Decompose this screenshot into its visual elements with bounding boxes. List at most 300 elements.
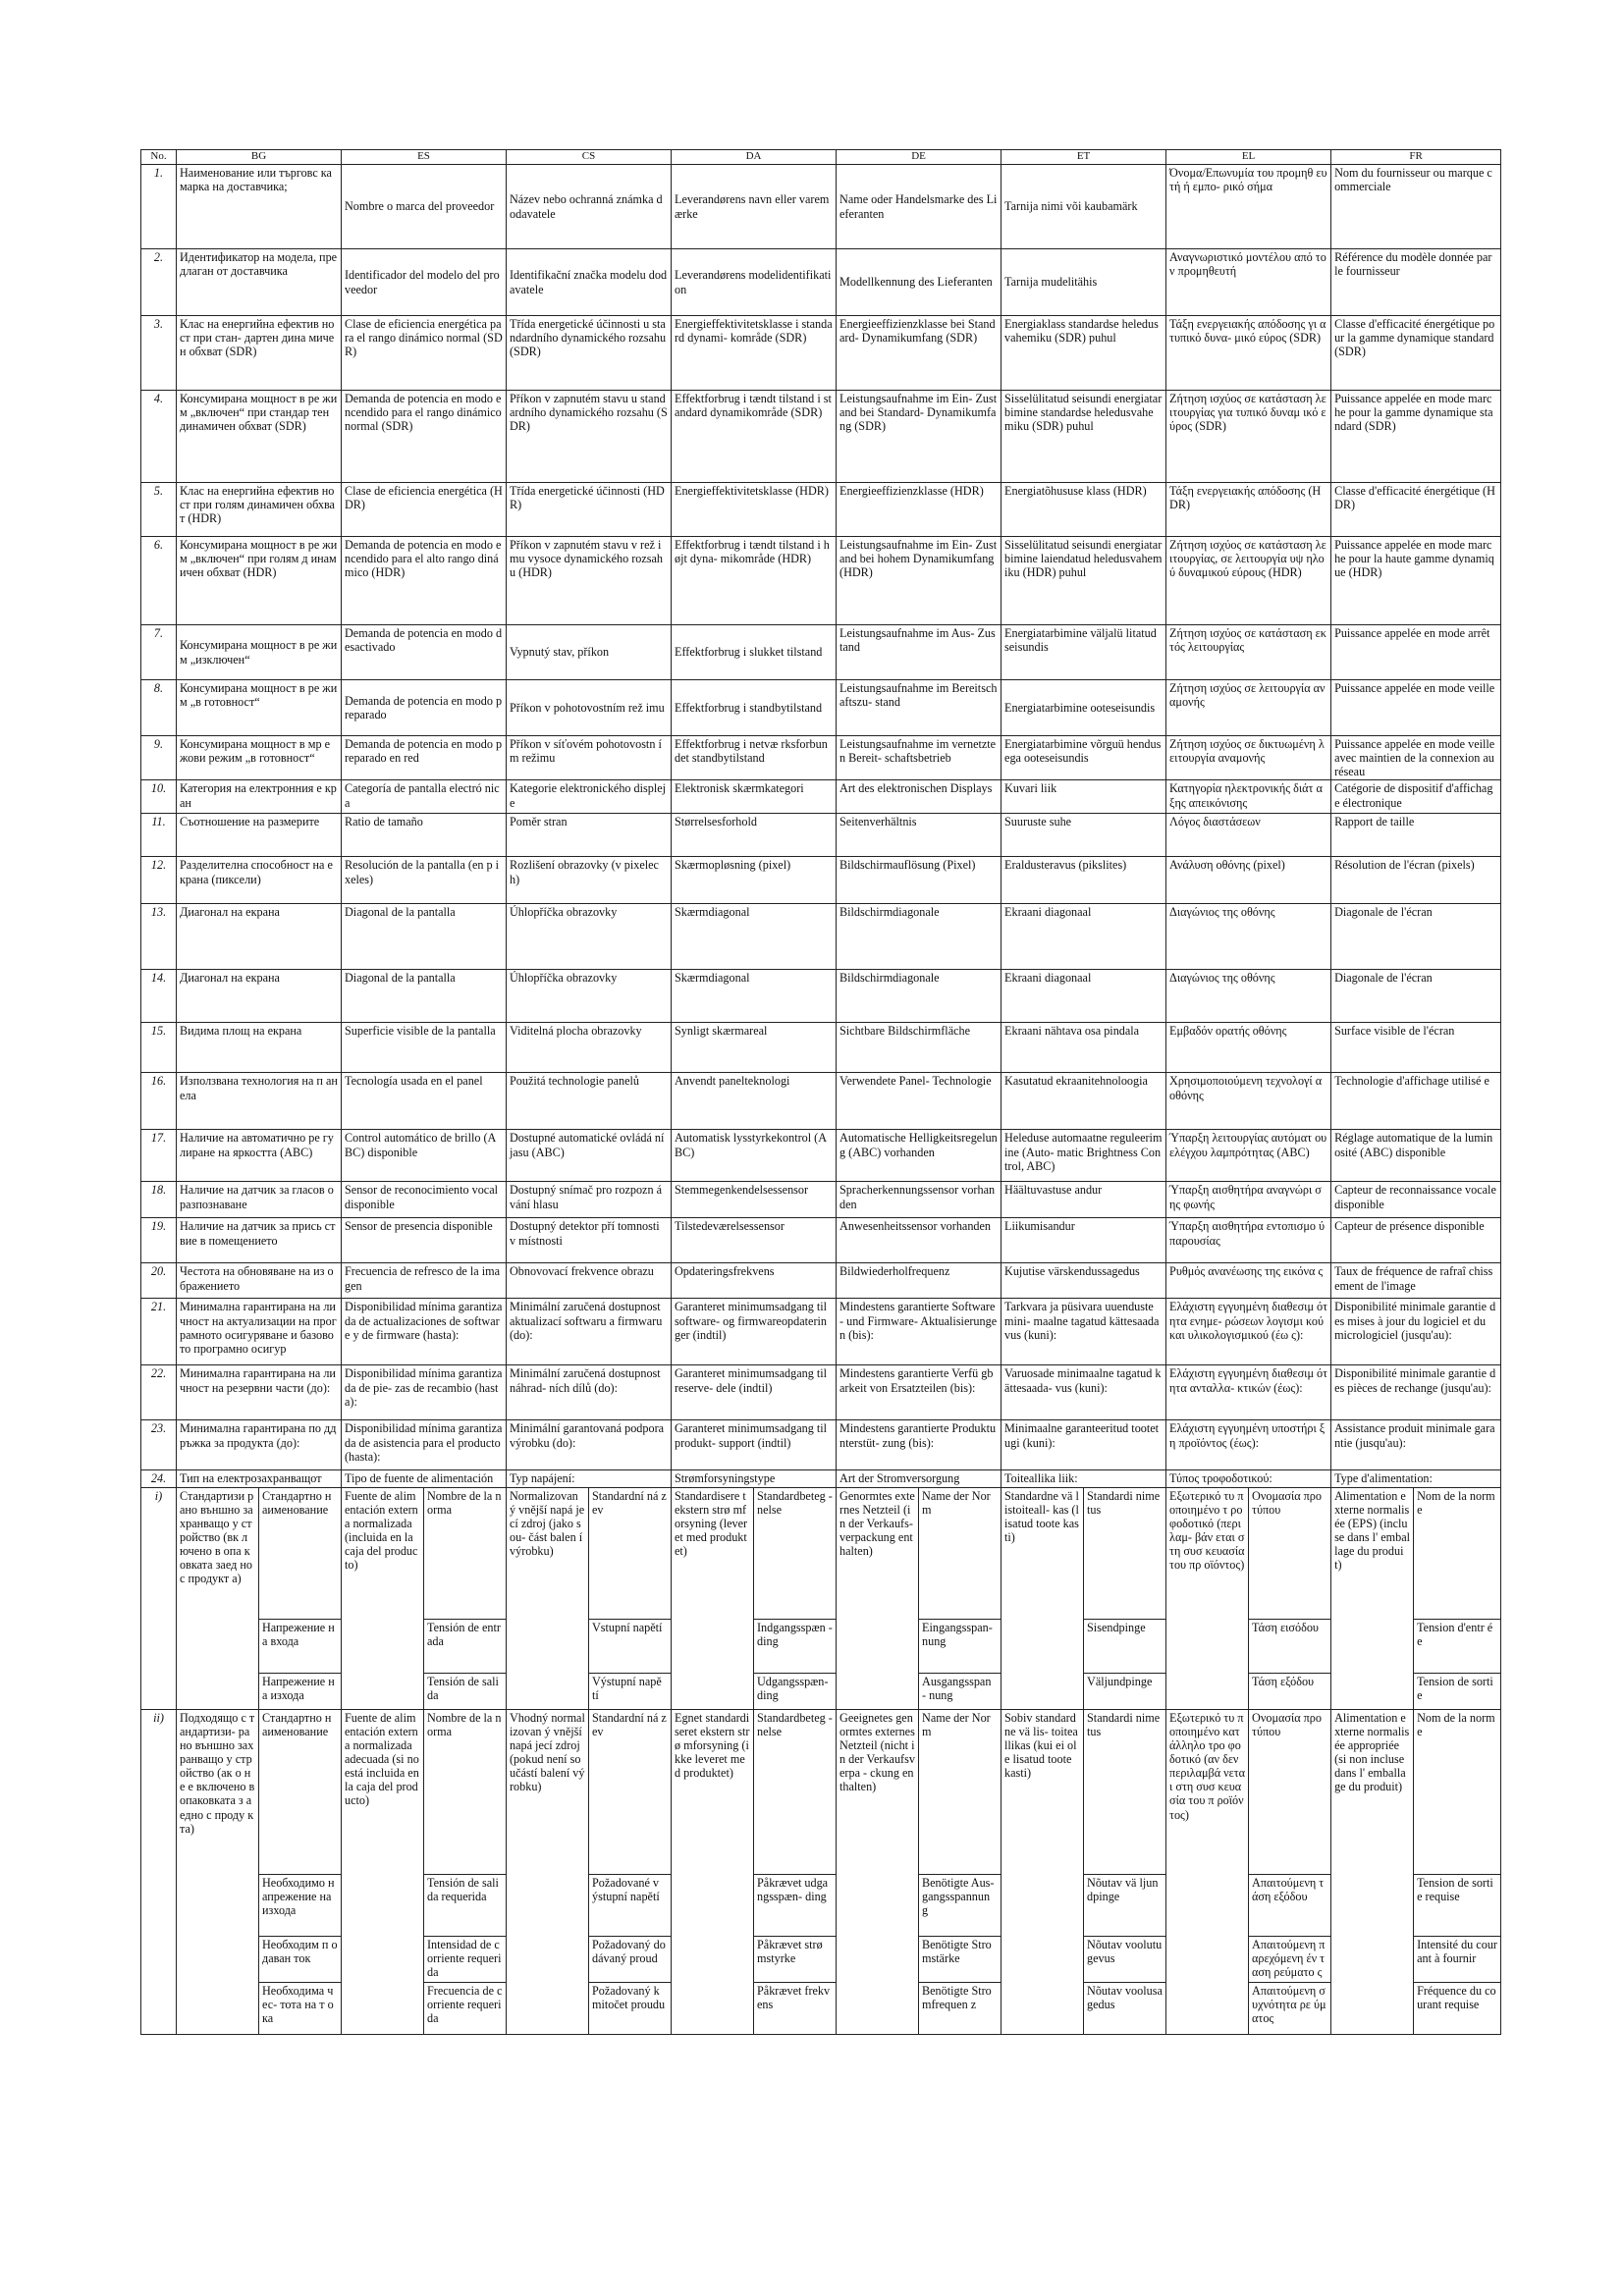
table-cell: Идентификатор на модела, предлаган от доставчика bbox=[177, 249, 342, 316]
table-cell: Ονομασία προ τύπου bbox=[1249, 1709, 1331, 1874]
table-cell: Viditelná plocha obrazovky bbox=[507, 1023, 672, 1073]
table-cell: Požadované v ýstupní napětí bbox=[589, 1874, 672, 1936]
table-cell: Häältuvastuse andur bbox=[1001, 1182, 1166, 1218]
table-cell: Synligt skærmareal bbox=[672, 1023, 837, 1073]
table-cell: Identificador del modelo del proveedor bbox=[342, 249, 507, 316]
table-cell: Příkon v zapnutém stavu u standardního dynamického rozsahu (SDR) bbox=[507, 391, 672, 483]
table-cell: Nom de la norme bbox=[1414, 1709, 1501, 1874]
table-cell: Консумирана мощност в ре жим „в готовност“ bbox=[177, 680, 342, 736]
table-cell: Name der Norm bbox=[919, 1709, 1001, 1874]
column-header: DE bbox=[837, 150, 1001, 165]
row-number: 17. bbox=[141, 1130, 177, 1182]
table-cell: Минимална гарантирана на личност на резервни части (до): bbox=[177, 1365, 342, 1420]
table-cell: Minimální zaručená dostupnost aktualizací softwaru a firmwaru (do): bbox=[507, 1299, 672, 1365]
table-cell: Type d'alimentation: bbox=[1331, 1470, 1501, 1487]
table-cell: Leistungsaufnahme im Aus- Zustand bbox=[837, 625, 1001, 680]
table-cell: Използвана технология на п анела bbox=[177, 1073, 342, 1130]
table-cell: Benötigte Aus- gangsspannun g bbox=[919, 1874, 1001, 1936]
table-cell: Effektforbrug i standbytilstand bbox=[672, 680, 837, 736]
table-cell: Effektforbrug i slukket tilstand bbox=[672, 625, 837, 680]
table-cell: Intensidad de corriente requerida bbox=[424, 1936, 507, 1982]
column-header: BG bbox=[177, 150, 342, 165]
table-cell: Τάση εξόδου bbox=[1249, 1673, 1331, 1709]
table-cell: Spracherkennungssensor vorhanden bbox=[837, 1182, 1001, 1218]
table-cell: Ελάχιστη εγγυημένη διαθεσιμ ότητα ενημε- ρώσεων λογισμι κού και υλικολογισμικού (έω ς): bbox=[1166, 1299, 1331, 1365]
table-cell: Консумирана мощност в ре жим „изключен“ bbox=[177, 625, 342, 680]
table-cell: Leverandørens navn eller varemærke bbox=[672, 165, 837, 249]
table-cell: Kasutatud ekraanitehnoloogia bbox=[1001, 1073, 1166, 1130]
table-cell: Název nebo ochranná známka dodavatele bbox=[507, 165, 672, 249]
table-cell: Ζήτηση ισχύος σε κατάσταση λειτουργίας, σε λειτουργία υψ ηλού δυναμικού εύρους (HDR) bbox=[1166, 537, 1331, 625]
table-cell: Tension de sortie bbox=[1414, 1673, 1501, 1709]
table-cell: Ανάλυση οθόνης (pixel) bbox=[1166, 857, 1331, 904]
table-cell: Minimální garantovaná podpora výrobku (do): bbox=[507, 1420, 672, 1470]
table-cell: Standardní ná zev bbox=[589, 1487, 672, 1619]
table-cell: Консумирана мощност в мр ежови режим „в готовност“ bbox=[177, 736, 342, 780]
table-cell: Categoría de pantalla electró nica bbox=[342, 780, 507, 814]
table-cell: Nombre de la norma bbox=[424, 1709, 507, 1874]
table-cell: Подходящо с тандартизи- рано външно захранващо у стройство (ак о не е включено в опаковката з аедно с проду кта) bbox=[177, 1709, 259, 2034]
table-cell: Tipo de fuente de alimentación bbox=[342, 1470, 507, 1487]
table-cell: Puissance appelée en mode marche pour la gamme dynamique standard (SDR) bbox=[1331, 391, 1501, 483]
table-cell: Kategorie elektronického displeje bbox=[507, 780, 672, 814]
table-cell: Стандартно н аименование bbox=[259, 1487, 342, 1619]
table-cell: Référence du modèle donnée par le fournisseur bbox=[1331, 249, 1501, 316]
row-number: 13. bbox=[141, 904, 177, 970]
table-cell: Tension d'entr ée bbox=[1414, 1619, 1501, 1673]
table-cell: Taux de fréquence de rafraî chissement de l'image bbox=[1331, 1263, 1501, 1299]
table-row bbox=[141, 625, 1501, 680]
table-cell: Εξωτερικό τυ ποποιημένο κατάλληλο τρο φοδοτικό (αν δεν περιλαμβά νεται στη συσ κευασία του π ροϊόντος) bbox=[1166, 1709, 1249, 2034]
table-cell: Mindestens garantierte Software- und Firmware- Aktualisierungen (bis): bbox=[837, 1299, 1001, 1365]
table-cell: Diagonale de l'écran bbox=[1331, 904, 1501, 970]
table-cell: Capteur de reconnaissance vocale disponible bbox=[1331, 1182, 1501, 1218]
table-cell: Obnovovací frekvence obrazu bbox=[507, 1263, 672, 1299]
table-cell: Egnet standardiseret ekstern strø mforsyning (ikke leveret med produktet) bbox=[672, 1709, 754, 2034]
row-number: 19. bbox=[141, 1218, 177, 1263]
table-cell: Standardisere t ekstern strø mforsyning (leveret med produktet) bbox=[672, 1487, 754, 1709]
table-cell: Клас на енергийна ефектив ност при стан- дартен дина мичен обхват (SDR) bbox=[177, 316, 342, 391]
table-cell: Energiatarbimine väljalü litatud seisundis bbox=[1001, 625, 1166, 680]
table-cell: Energiatarbimine võrguü hendusega ooteseisundis bbox=[1001, 736, 1166, 780]
table-cell: Puissance appelée en mode veille avec maintien de la connexion au réseau bbox=[1331, 736, 1501, 780]
table-cell: Sisselülitatud seisundi energiatarbimine standardse heledusvahemiku (SDR) puhul bbox=[1001, 391, 1166, 483]
table-row bbox=[141, 970, 1501, 1023]
table-cell: Минимална гарантирана по ддръжка за продукта (до): bbox=[177, 1420, 342, 1470]
table-cell: Nõutav voolusagedus bbox=[1084, 1982, 1166, 2034]
table-cell: Необходим п одаван ток bbox=[259, 1936, 342, 1982]
table-cell: Clase de eficiencia energética para el rango dinámico normal (SDR) bbox=[342, 316, 507, 391]
table-cell: Påkrævet udgangsspæn- ding bbox=[754, 1874, 837, 1936]
table-cell: Tension de sortie requise bbox=[1414, 1874, 1501, 1936]
table-cell: Energieeffizienzklasse (HDR) bbox=[837, 483, 1001, 537]
table-cell: Nõutav voolutugevus bbox=[1084, 1936, 1166, 1982]
table-cell: Leistungsaufnahme im Ein- Zustand bei hohem Dynamikumfang (HDR) bbox=[837, 537, 1001, 625]
table-cell: Консумирана мощност в ре жим „включен“ при голям д инамичен обхват (HDR) bbox=[177, 537, 342, 625]
table-cell: Τάξη ενεργειακής απόδοσης (HDR) bbox=[1166, 483, 1331, 537]
table-row bbox=[141, 483, 1501, 537]
table-cell: Minimaalne garanteeritud tootetugi (kuni): bbox=[1001, 1420, 1166, 1470]
table-cell: Ύπαρξη λειτουργίας αυτόματ ου ελέγχου λαμπρότητας (ABC) bbox=[1166, 1130, 1331, 1182]
table-cell: Příkon v zapnutém stavu v rež imu vysoce dynamického rozsahu (HDR) bbox=[507, 537, 672, 625]
table-cell: Clase de eficiencia energética (HDR) bbox=[342, 483, 507, 537]
table-cell: Diagonale de l'écran bbox=[1331, 970, 1501, 1023]
table-cell: Наличие на датчик за гласов о разпознаване bbox=[177, 1182, 342, 1218]
table-cell: Energiatõhususe klass (HDR) bbox=[1001, 483, 1166, 537]
row-number: 1. bbox=[141, 165, 177, 249]
table-cell: Alimentation externe normalisée appropriée (si non incluse dans l' emballage du produit) bbox=[1331, 1709, 1414, 2034]
table-cell: Name oder Handelsmarke des Lieferanten bbox=[837, 165, 1001, 249]
column-header: CS bbox=[507, 150, 672, 165]
table-row bbox=[141, 1263, 1501, 1299]
table-cell: Напрежение на изхода bbox=[259, 1673, 342, 1709]
row-number: 14. bbox=[141, 970, 177, 1023]
row-number: i) bbox=[141, 1487, 177, 1709]
table-row bbox=[141, 1365, 1501, 1420]
table-cell: Ύπαρξη αισθητήρα εντοπισμο ύ παρουσίας bbox=[1166, 1218, 1331, 1263]
table-row bbox=[141, 1299, 1501, 1365]
table-cell: Heleduse automaatne reguleerimine (Auto- matic Brightness Control, ABC) bbox=[1001, 1130, 1166, 1182]
table-cell: Ekraani diagonaal bbox=[1001, 970, 1166, 1023]
table-row bbox=[141, 736, 1501, 780]
table-cell: Eingangsspan- nung bbox=[919, 1619, 1001, 1673]
row-number: 18. bbox=[141, 1182, 177, 1218]
table-cell: Ρυθμός ανανέωσης της εικόνα ς bbox=[1166, 1263, 1331, 1299]
table-cell: Technologie d'affichage utilisé e bbox=[1331, 1073, 1501, 1130]
table-cell: Strømforsyningstype bbox=[672, 1470, 837, 1487]
table-cell: Résolution de l'écran (pixels) bbox=[1331, 857, 1501, 904]
table-cell: Ekraani nähtava osa pindala bbox=[1001, 1023, 1166, 1073]
table-cell: Честота на обновяване на из ображението bbox=[177, 1263, 342, 1299]
table-cell: Třída energetické účinnosti u standardního dynamického rozsahu (SDR) bbox=[507, 316, 672, 391]
row-number: 10. bbox=[141, 780, 177, 814]
table-cell: Απαιτούμενη τάση εξόδου bbox=[1249, 1874, 1331, 1936]
table-cell: Αναγνωριστικό μοντέλου από τον προμηθευτή bbox=[1166, 249, 1331, 316]
table-cell: Наличие на автоматично ре гулиране на яркостта (ABC) bbox=[177, 1130, 342, 1182]
table-cell: Kujutise värskendussagedus bbox=[1001, 1263, 1166, 1299]
column-header: No. bbox=[141, 150, 177, 165]
table-cell: Vhodný normalizovan ý vnější napá jecí zdroj (pokud není součástí balení výrobku) bbox=[507, 1709, 589, 2034]
table-cell: Normalizovan ý vnější napá jecí zdroj (jako sou- část balen í výrobku) bbox=[507, 1487, 589, 1709]
table-cell: Frecuencia de refresco de la imagen bbox=[342, 1263, 507, 1299]
table-cell: Наименование или търговс ка марка на доставчика; bbox=[177, 165, 342, 249]
table-cell: Dostupné automatické ovládá ní jasu (ABC) bbox=[507, 1130, 672, 1182]
table-cell: Τάση εισόδου bbox=[1249, 1619, 1331, 1673]
table-cell: Dostupný detektor pří tomnosti v místnosti bbox=[507, 1218, 672, 1263]
table-cell: Диагонал на екрана bbox=[177, 904, 342, 970]
table-cell: Effektforbrug i tændt tilstand i standard dynamikområde (SDR) bbox=[672, 391, 837, 483]
table-cell: Úhlopříčka obrazovky bbox=[507, 970, 672, 1023]
table-cell: Požadovaný kmitočet proudu bbox=[589, 1982, 672, 2034]
table-cell: Ζήτηση ισχύος σε δικτυωμένη λειτουργία αναμονής bbox=[1166, 736, 1331, 780]
table-cell: Energiatarbimine ooteseisundis bbox=[1001, 680, 1166, 736]
table-row bbox=[141, 1073, 1501, 1130]
table-cell: Fuente de alimentación externa normalizada (incluida en la caja del producto) bbox=[342, 1487, 424, 1709]
table-cell: Διαγώνιος της οθόνης bbox=[1166, 970, 1331, 1023]
table-cell: Диагонал на екрана bbox=[177, 970, 342, 1023]
table-cell: Disponibilidad mínima garantizada de pie- zas de recambio (hasta): bbox=[342, 1365, 507, 1420]
table-cell: Категория на електронния е кран bbox=[177, 780, 342, 814]
table-row bbox=[141, 680, 1501, 736]
table-cell: Ζήτηση ισχύος σε κατάσταση λειτουργίας για τυπικό δυναμ ικό εύρος (SDR) bbox=[1166, 391, 1331, 483]
table-row bbox=[141, 1023, 1501, 1073]
table-cell: Sensor de reconocimiento vocal disponible bbox=[342, 1182, 507, 1218]
table-cell: Консумирана мощност в ре жим „включен“ при стандар тен динамичен обхват (SDR) bbox=[177, 391, 342, 483]
table-cell: Διαγώνιος της οθόνης bbox=[1166, 904, 1331, 970]
table-cell: Sobiv standardne vä lis- toiteallikas (kui ei ole lisatud toote kasti) bbox=[1001, 1709, 1084, 2034]
table-cell: Κατηγορία ηλεκτρονικής διάτ αξης απεικόνισης bbox=[1166, 780, 1331, 814]
table-cell: Geeignetes genormtes externes Netzteil (nicht in der Verkaufsverpa - ckung enthalten) bbox=[837, 1709, 919, 2034]
table-cell: Разделителна способност на екрана (пиксели) bbox=[177, 857, 342, 904]
table-cell: Bildschirmauflösung (Pixel) bbox=[837, 857, 1001, 904]
row-number: 22. bbox=[141, 1365, 177, 1420]
table-cell: Tecnología usada en el panel bbox=[342, 1073, 507, 1130]
table-cell: Påkrævet frekvens bbox=[754, 1982, 837, 2034]
table-cell: Tarkvara ja püsivara uuenduste mini- maalne tagatud kättesaadavus (kuni): bbox=[1001, 1299, 1166, 1365]
table-cell: Alimentation externe normalisée (EPS) (incluse dans l' emballage du produit) bbox=[1331, 1487, 1414, 1709]
row-number: 23. bbox=[141, 1420, 177, 1470]
table-cell: Indgangsspæn - ding bbox=[754, 1619, 837, 1673]
table-cell: Τάξη ενεργειακής απόδοσης γι α τυπικό δυνα- μικό εύρος (SDR) bbox=[1166, 316, 1331, 391]
table-cell: Fréquence du courant requise bbox=[1414, 1982, 1501, 2034]
table-cell: Клас на енергийна ефектив ност при голям динамичен обхват (HDR) bbox=[177, 483, 342, 537]
table-cell: Εμβαδόν ορατής οθόνης bbox=[1166, 1023, 1331, 1073]
table-cell: Capteur de présence disponible bbox=[1331, 1218, 1501, 1263]
row-number: 12. bbox=[141, 857, 177, 904]
row-number: 11. bbox=[141, 814, 177, 857]
table-cell: Vstupní napětí bbox=[589, 1619, 672, 1673]
table-row bbox=[141, 165, 1501, 249]
table-cell: Benötigte Stromfrequen z bbox=[919, 1982, 1001, 2034]
table-cell: Skærmopløsning (pixel) bbox=[672, 857, 837, 904]
table-cell: Genormtes externes Netzteil (in der Verkaufs- verpackung enthalten) bbox=[837, 1487, 919, 1709]
table-cell: Udgangsspæn- ding bbox=[754, 1673, 837, 1709]
table-cell: Superficie visible de la pantalla bbox=[342, 1023, 507, 1073]
table-cell: Elektronisk skærmkategori bbox=[672, 780, 837, 814]
table-cell: Ekraani diagonaal bbox=[1001, 904, 1166, 970]
table-cell: Leverandørens modelidentifikation bbox=[672, 249, 837, 316]
table-cell: Standardne vä listoiteall- kas (lisatud toote kasti) bbox=[1001, 1487, 1084, 1709]
table-cell: Rozlišení obrazovky (v pixelech) bbox=[507, 857, 672, 904]
table-cell: Видима площ на екрана bbox=[177, 1023, 342, 1073]
column-header: ET bbox=[1001, 150, 1166, 165]
table-cell: Disponibilité minimale garantie des mises à jour du logiciel et du micrologiciel (jusqu'au): bbox=[1331, 1299, 1501, 1365]
table-cell: Diagonal de la pantalla bbox=[342, 904, 507, 970]
table-cell: Garanteret minimumsadgang til software- og firmwareopdateringer (indtil) bbox=[672, 1299, 837, 1365]
table-cell: Classe d'efficacité énergétique (HDR) bbox=[1331, 483, 1501, 537]
table-cell: Ζήτηση ισχύος σε κατάσταση εκτός λειτουργίας bbox=[1166, 625, 1331, 680]
table-cell: Benötigte Stromstärke bbox=[919, 1936, 1001, 1982]
table-cell: Použitá technologie panelů bbox=[507, 1073, 672, 1130]
table-row bbox=[141, 1130, 1501, 1182]
table-cell: Modellkennung des Lieferanten bbox=[837, 249, 1001, 316]
table-cell: Surface visible de l'écran bbox=[1331, 1023, 1501, 1073]
table-cell: Standardi nimetus bbox=[1084, 1487, 1166, 1619]
row-number: 16. bbox=[141, 1073, 177, 1130]
table-cell: Ύπαρξη αισθητήρα αναγνώρι σης φωνής bbox=[1166, 1182, 1331, 1218]
table-cell: Tarnija mudelitähis bbox=[1001, 249, 1166, 316]
table-cell: Třída energetické účinnosti (HDR) bbox=[507, 483, 672, 537]
table-cell: Disponibilidad mínima garantizada de asistencia para el producto (hasta): bbox=[342, 1420, 507, 1470]
table-row bbox=[141, 814, 1501, 857]
table-cell: Stemmegenkendelsessensor bbox=[672, 1182, 837, 1218]
table-cell: Réglage automatique de la luminosité (ABC) disponible bbox=[1331, 1130, 1501, 1182]
table-cell: Demanda de potencia en modo desactivado bbox=[342, 625, 507, 680]
table-cell: Příkon v pohotovostním rež imu bbox=[507, 680, 672, 736]
table-cell: Mindestens garantierte Verfü gbarkeit von Ersatzteilen (bis): bbox=[837, 1365, 1001, 1420]
table-cell: Χρησιμοποιούμενη τεχνολογί α οθόνης bbox=[1166, 1073, 1331, 1130]
table-cell: Catégorie de dispositif d'affichage électronique bbox=[1331, 780, 1501, 814]
column-header: FR bbox=[1331, 150, 1501, 165]
table-cell: Тип на електрозахранващот bbox=[177, 1470, 342, 1487]
table-cell: Resolución de la pantalla (en p ixeles) bbox=[342, 857, 507, 904]
table-cell: Standardbeteg - nelse bbox=[754, 1487, 837, 1619]
table-cell: Стандартно н аименование bbox=[259, 1709, 342, 1874]
column-header: EL bbox=[1166, 150, 1331, 165]
table-row bbox=[141, 1420, 1501, 1470]
table-row bbox=[141, 1218, 1501, 1263]
table-cell: Standardní ná zev bbox=[589, 1709, 672, 1874]
row-number: 21. bbox=[141, 1299, 177, 1365]
table-row bbox=[141, 1709, 1501, 1874]
table-cell: Ελάχιστη εγγυημένη διαθεσιμ ότητα ανταλλα- κτικών (έως): bbox=[1166, 1365, 1331, 1420]
table-cell: Úhlopříčka obrazovky bbox=[507, 904, 672, 970]
table-body bbox=[141, 165, 1501, 2035]
column-header: ES bbox=[342, 150, 507, 165]
table-header bbox=[141, 150, 1501, 165]
row-number: 7. bbox=[141, 625, 177, 680]
table-cell: Bildschirmdiagonale bbox=[837, 970, 1001, 1023]
table-cell: Εξωτερικό τυ ποποιημένο τ ροφοδοτικό (περιλαμ- βάν εται στη συσ κευασία του πρ οϊόντος) bbox=[1166, 1487, 1249, 1709]
table-cell: Fuente de alimentación externa normalizada adecuada (si no está incluida en la caja del producto) bbox=[342, 1709, 424, 2034]
table-cell: Opdateringsfrekvens bbox=[672, 1263, 837, 1299]
table-cell: Požadovaný dodávaný proud bbox=[589, 1936, 672, 1982]
table-cell: Минимална гарантирана на личност на актуализации на програмното осигуряване и базовото програмно осигур bbox=[177, 1299, 342, 1365]
table-cell: Effektforbrug i tændt tilstand i højt dyna- mikområde (HDR) bbox=[672, 537, 837, 625]
table-cell: Nom de la norme bbox=[1414, 1487, 1501, 1619]
table-cell: Skærmdiagonal bbox=[672, 904, 837, 970]
table-cell: Λόγος διαστάσεων bbox=[1166, 814, 1331, 857]
table-cell: Стандартизи рано външно захранващо у стройство (вк лючено в опа ковката заед но с продукт а) bbox=[177, 1487, 259, 1709]
table-cell: Art der Stromversorgung bbox=[837, 1470, 1001, 1487]
table-cell: Tensión de entrada bbox=[424, 1619, 507, 1673]
table-cell: Minimální zaručená dostupnost náhrad- ních dílů (do): bbox=[507, 1365, 672, 1420]
table-cell: Ausgangsspan - nung bbox=[919, 1673, 1001, 1709]
table-cell: Ονομασία προ τύπου bbox=[1249, 1487, 1331, 1619]
table-cell: Garanteret minimumsadgang til reserve- dele (indtil) bbox=[672, 1365, 837, 1420]
table-cell: Dostupný snímač pro rozpozn ávání hlasu bbox=[507, 1182, 672, 1218]
table-cell: Størrelsesforhold bbox=[672, 814, 837, 857]
row-number: 20. bbox=[141, 1263, 177, 1299]
table-cell: Τύπος τροφοδοτικού: bbox=[1166, 1470, 1331, 1487]
table-cell: Sensor de presencia disponible bbox=[342, 1218, 507, 1263]
table-cell: Frecuencia de corriente requerida bbox=[424, 1982, 507, 2034]
table-cell: Demanda de potencia en modo preparado bbox=[342, 680, 507, 736]
table-cell: Standardi nimetus bbox=[1084, 1709, 1166, 1874]
table-cell: Påkrævet strø mstyrke bbox=[754, 1936, 837, 1982]
table-cell: Leistungsaufnahme im Ein- Zustand bei Standard- Dynamikumfang (SDR) bbox=[837, 391, 1001, 483]
table-cell: Skærmdiagonal bbox=[672, 970, 837, 1023]
table-cell: Art des elektronischen Displays bbox=[837, 780, 1001, 814]
table-cell: Съотношение на размерите bbox=[177, 814, 342, 857]
table-cell: Classe d'efficacité énergétique pour la gamme dynamique standard (SDR) bbox=[1331, 316, 1501, 391]
table-cell: Intensité du courant à fournir bbox=[1414, 1936, 1501, 1982]
table-cell: Puissance appelée en mode arrêt bbox=[1331, 625, 1501, 680]
table-cell: Tensión de salida bbox=[424, 1673, 507, 1709]
table-cell: Nom du fournisseur ou marque commerciale bbox=[1331, 165, 1501, 249]
table-cell: Varuosade minimaalne tagatud kättesaada- vus (kuni): bbox=[1001, 1365, 1166, 1420]
table-cell: Bildwiederholfrequenz bbox=[837, 1263, 1001, 1299]
table-row bbox=[141, 780, 1501, 814]
table-cell: Tilstedeværelsessensor bbox=[672, 1218, 837, 1263]
table-cell: Nõutav vä ljundpinge bbox=[1084, 1874, 1166, 1936]
table-row bbox=[141, 904, 1501, 970]
table-cell: Kuvari liik bbox=[1001, 780, 1166, 814]
table-cell: Vypnutý stav, příkon bbox=[507, 625, 672, 680]
table-row bbox=[141, 1470, 1501, 1487]
table-cell: Příkon v síťovém pohotovostn ím režimu bbox=[507, 736, 672, 780]
table-cell: Bildschirmdiagonale bbox=[837, 904, 1001, 970]
table-cell: Nombre de la norma bbox=[424, 1487, 507, 1619]
multilanguage-terms-table bbox=[140, 149, 1501, 2035]
table-row bbox=[141, 857, 1501, 904]
table-cell: Výstupní napě tí bbox=[589, 1673, 672, 1709]
table-cell: Необходима чес- тота на т ока bbox=[259, 1982, 342, 2034]
table-cell: Energiaklass standardse heledusvahemiku (SDR) puhul bbox=[1001, 316, 1166, 391]
table-cell: Απαιτούμενη παρεχόμενη έν ταση ρεύματο ς bbox=[1249, 1936, 1331, 1982]
table-cell: Rapport de taille bbox=[1331, 814, 1501, 857]
table-cell: Όνομα/Επωνυμία του προμηθ ευτή ή εμπο- ρικό σήμα bbox=[1166, 165, 1331, 249]
table-cell: Tensión de salida requerida bbox=[424, 1874, 507, 1936]
table-cell: Liikumisandur bbox=[1001, 1218, 1166, 1263]
table-cell: Sisselülitatud seisundi energiatarbimine laiendatud heledusvahemiku (HDR) puhul bbox=[1001, 537, 1166, 625]
table-row bbox=[141, 249, 1501, 316]
table-cell: Tarnija nimi või kaubamärk bbox=[1001, 165, 1166, 249]
table-row bbox=[141, 316, 1501, 391]
table-cell: Ratio de tamaño bbox=[342, 814, 507, 857]
table-cell: Puissance appelée en mode veille bbox=[1331, 680, 1501, 736]
table-cell: Необходимо напрежение на изхода bbox=[259, 1874, 342, 1936]
table-cell: Anvendt panelteknologi bbox=[672, 1073, 837, 1130]
table-cell: Identifikační značka modelu dodavatele bbox=[507, 249, 672, 316]
table-row bbox=[141, 1182, 1501, 1218]
column-header: DA bbox=[672, 150, 837, 165]
table-cell: Demanda de potencia en modo encendido para el rango dinámico normal (SDR) bbox=[342, 391, 507, 483]
table-cell: Наличие на датчик за прись ствие в помещението bbox=[177, 1218, 342, 1263]
table-cell: Απαιτούμενη συχνότητα ρε ύματος bbox=[1249, 1982, 1331, 2034]
table-cell: Leistungsaufnahme im vernetzten Bereit- schaftsbetrieb bbox=[837, 736, 1001, 780]
table-cell: Automatisk lysstyrkekontrol (ABC) bbox=[672, 1130, 837, 1182]
table-cell: Standardbeteg - nelse bbox=[754, 1709, 837, 1874]
table-cell: Diagonal de la pantalla bbox=[342, 970, 507, 1023]
row-number: 15. bbox=[141, 1023, 177, 1073]
row-number: 5. bbox=[141, 483, 177, 537]
row-number: 24. bbox=[141, 1470, 177, 1487]
table-cell: Sisendpinge bbox=[1084, 1619, 1166, 1673]
table-cell: Toiteallika liik: bbox=[1001, 1470, 1166, 1487]
row-number: 8. bbox=[141, 680, 177, 736]
table-cell: Disponibilidad mínima garantizada de actualizaciones de software y de firmware (hasta): bbox=[342, 1299, 507, 1365]
table-row bbox=[141, 391, 1501, 483]
table-cell: Control automático de brillo (ABC) disponible bbox=[342, 1130, 507, 1182]
table-cell: Automatische Helligkeitsregelung (ABC) vorhanden bbox=[837, 1130, 1001, 1182]
table-cell: Energieffektivitetsklasse (HDR) bbox=[672, 483, 837, 537]
table-cell: Disponibilité minimale garantie des pièces de rechange (jusqu'au): bbox=[1331, 1365, 1501, 1420]
row-number: 9. bbox=[141, 736, 177, 780]
table-cell: Poměr stran bbox=[507, 814, 672, 857]
table-cell: Anwesenheitssensor vorhanden bbox=[837, 1218, 1001, 1263]
table-cell: Seitenverhältnis bbox=[837, 814, 1001, 857]
